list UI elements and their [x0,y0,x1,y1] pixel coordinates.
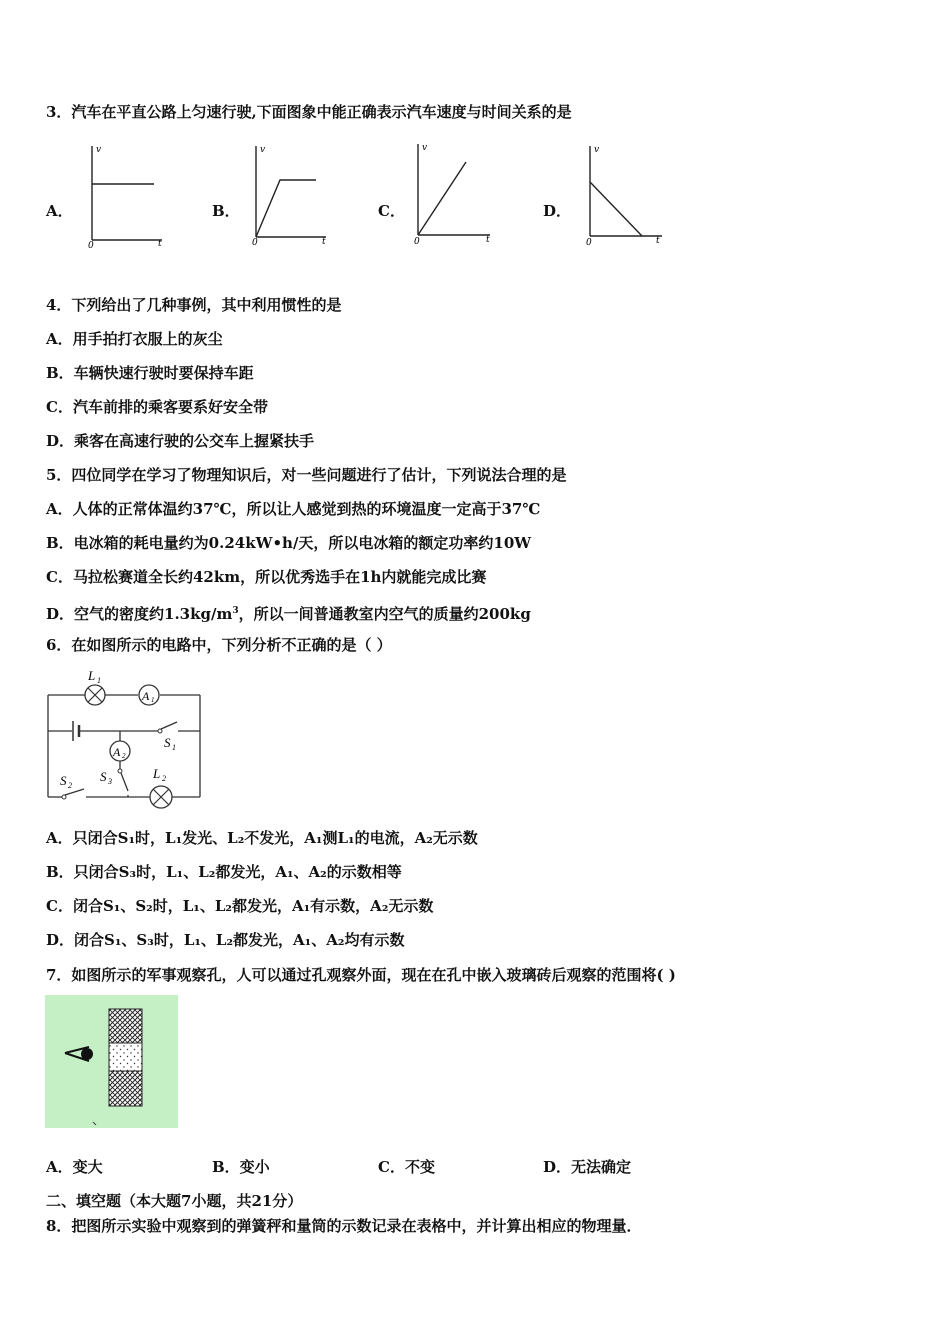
label-s1-sub: 1 [172,743,176,752]
label-l2-sub: 2 [162,774,166,783]
q4-option-a: A．用手拍打衣服上的灰尘 [46,330,223,348]
q7-stem: 7．如图所示的军事观察孔，人可以通过孔观察外面，现在在孔中嵌入玻璃砖后观察的范围将( ) [46,966,676,984]
q5-option-d [46,601,531,624]
q5-option-d-sup: 3 [232,606,239,616]
q3-graph-b [246,140,336,250]
axis-v-label: v [260,145,266,155]
axis-t-label: t [158,239,162,249]
axis-o-label: 0 [414,237,420,247]
label-l1-sub: 1 [97,676,101,685]
q3-option-c-label: C． [378,202,405,220]
q7-observation-hole-figure [45,995,178,1128]
q8-stem: 8．把图所示实验中观察到的弹簧秤和量筒的示数记录在表格中，并计算出相应的物理量． [46,1217,642,1235]
q4-stem: 4．下列给出了几种事例，其中利用惯性的是 [46,296,342,314]
q7-option-a: A．变大 [46,1158,103,1176]
label-a2: A [113,745,121,759]
glass-brick [109,1043,142,1071]
label-a2-sub: 2 [122,752,126,760]
q5-option-d-post: ，所以一间普通教室内空气的质量约200kg [238,605,531,623]
q6-option-d: D．闭合S₁、S₃时，L₁、L₂都发光，A₁、A₂均有示数 [46,931,405,949]
q6-option-b: B．只闭合S₃时，L₁、L₂都发光，A₁、A₂的示数相等 [46,863,402,881]
label-s1: S [164,735,171,750]
label-l1: L [88,668,96,683]
q6-circuit-diagram [40,665,215,814]
q3-option-b-label: B． [212,202,240,220]
q7-option-b: B．变小 [212,1158,270,1176]
axis-t-label: t [656,236,660,246]
axis-o-label: 0 [586,238,592,248]
section2-title: 二、填空题（本大题7小题，共21分） [46,1192,303,1210]
q4-option-b: B．车辆快速行驶时要保持车距 [46,364,254,382]
axis-o-label: 0 [88,241,94,250]
q3-option-d-label: D． [543,202,572,220]
q3-graph-d [580,140,670,250]
axis-t-label: t [486,235,490,245]
q7-option-d: D．无法确定 [543,1158,632,1176]
label-s2: S [60,773,67,788]
q5-option-c: C．马拉松赛道全长约42km，所以优秀选手在1h内就能完成比赛 [46,568,487,586]
q3-stem: 3．汽车在平直公路上匀速行驶,下面图象中能正确表示汽车速度与时间关系的是 [46,103,572,121]
switch-s3-icon [121,773,128,791]
label-s3-sub: 3 [108,777,112,786]
label-l2: L [153,766,161,781]
axis-v-label: v [594,145,600,155]
q5-option-a: A．人体的正常体温约37℃，所以让人感觉到热的环境温度一定高于37℃ [46,500,541,518]
label-s2-sub: 2 [68,781,72,790]
axis-o-label: 0 [252,238,258,248]
q3-option-a-label: A． [46,202,73,220]
wall-bottom [109,1071,142,1106]
q6-option-c: C．闭合S₁、S₂时，L₁、L₂都发光，A₁有示数，A₂无示数 [46,897,434,915]
q3-graph-c [408,138,498,248]
q7-option-c: C．不变 [378,1158,435,1176]
label-a1-sub: 1 [151,696,155,704]
q6-option-a: A．只闭合S₁时，L₁发光、L₂不发光，A₁测L₁的电流，A₂无示数 [46,829,478,847]
q3-graph-a [82,140,172,250]
q4-option-d: D．乘客在高速行驶的公交车上握紧扶手 [46,432,315,450]
axis-v-label: v [422,143,428,153]
q5-option-b: B．电冰箱的耗电量约为0.24kW•h/天，所以电冰箱的额定功率约10W [46,534,532,552]
q6-stem: 6．在如图所示的电路中，下列分析不正确的是（ ） [46,636,392,654]
q5-stem: 5．四位同学在学习了物理知识后，对一些问题进行了估计，下列说法合理的是 [46,466,567,484]
axis-v-label: v [96,145,102,155]
q5-option-d-pre: D．空气的密度约1.3kg/m [46,605,233,623]
label-a1: A [142,689,150,703]
axis-t-label: t [322,237,326,247]
label-s3: S [100,769,107,784]
switch-s1-icon [161,722,177,729]
q4-option-c: C．汽车前排的乘客要系好安全带 [46,398,268,416]
wall-top [109,1009,142,1043]
